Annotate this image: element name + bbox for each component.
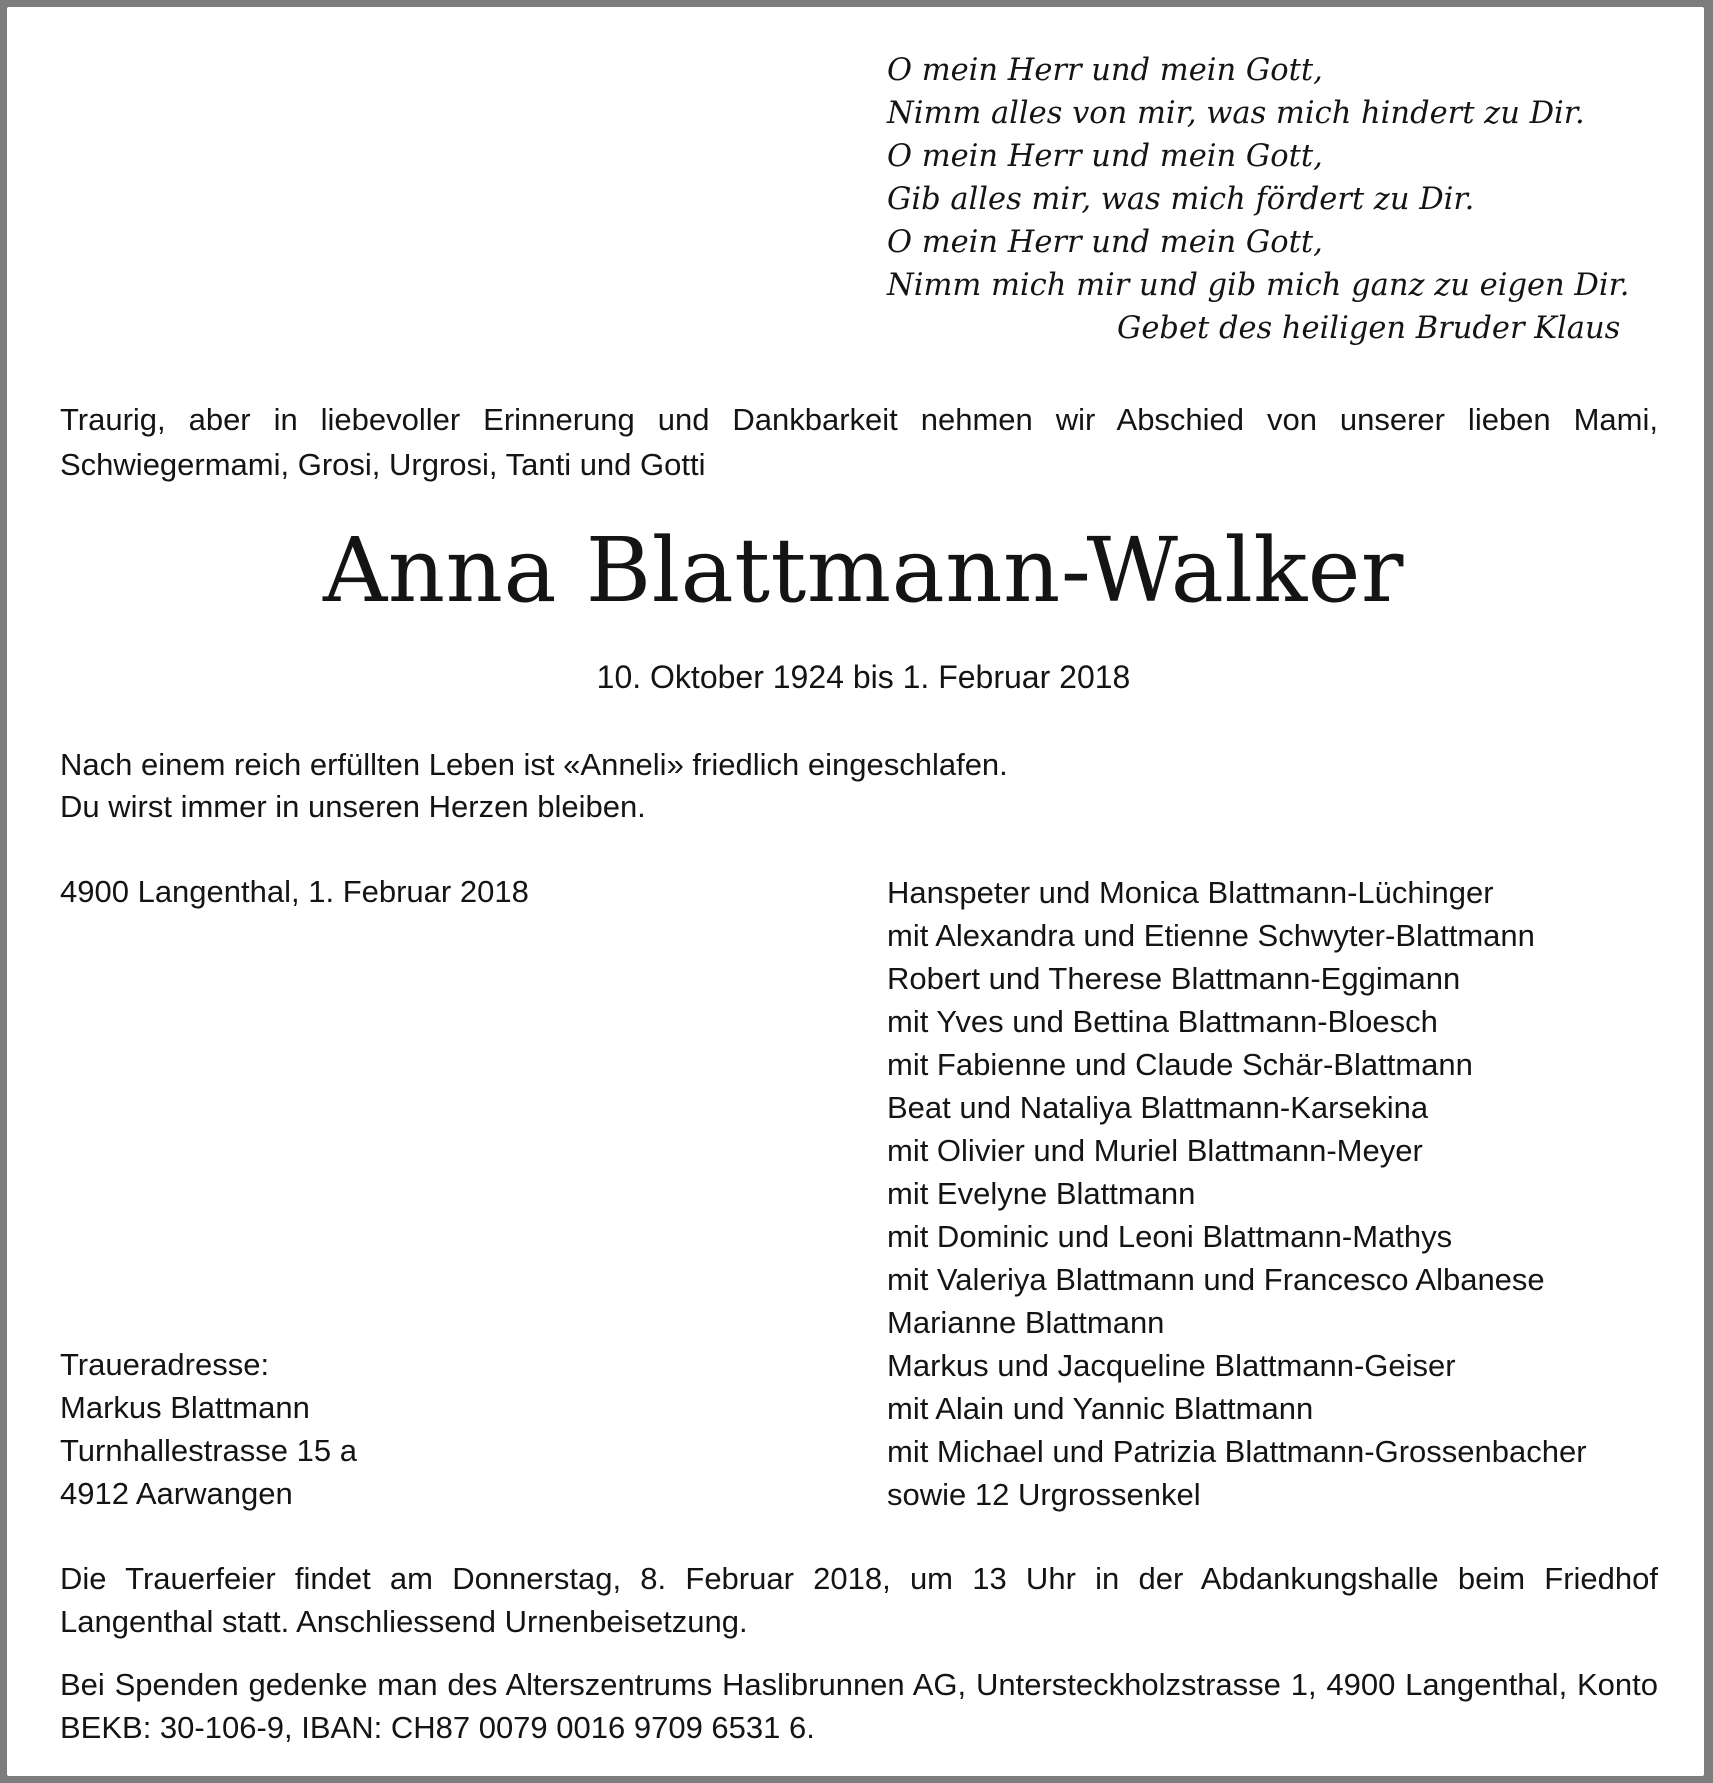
- mourner-entry: mit Dominic und Leoni Blattmann-Mathys: [887, 1219, 1453, 1254]
- epitaph: [60, 744, 1260, 828]
- donation-notice: Bei Spenden gedenke man des Alterszentrums Haslibrunnen AG, Untersteckholzstrasse 1, 4900 Langenthal, Konto BEKB: 30-106-9, IBAN: CH87 0079 0016 9709 6531 6.: [60, 1667, 1658, 1745]
- mourners-list: [887, 871, 1707, 1516]
- prayer-line: Nimm mich mir und gib mich ganz zu eigen Dir.: [887, 268, 1630, 303]
- epitaph-line: Nach einem reich erfüllten Leben ist «Anneli» friedlich eingeschlafen.: [60, 747, 1008, 782]
- address-street: Turnhallestrasse 15 a: [60, 1433, 357, 1468]
- mourner-entry: Robert und Therese Blattmann-Eggimann: [887, 961, 1461, 996]
- prayer-line: O mein Herr und mein Gott,: [887, 53, 1323, 88]
- mourner-entry: mit Valeriya Blattmann und Francesco Albanese: [887, 1262, 1545, 1297]
- prayer-attribution: Gebet des heiligen Bruder Klaus: [1117, 311, 1621, 346]
- deceased-name: Anna Blattmann-Walker: [323, 518, 1404, 622]
- address-city: 4912 Aarwangen: [60, 1476, 293, 1511]
- mourner-entry: Marianne Blattmann: [887, 1305, 1165, 1340]
- mourner-entry: Beat und Nataliya Blattmann-Karsekina: [887, 1090, 1429, 1125]
- mourner-entry: mit Evelyne Blattmann: [887, 1176, 1196, 1211]
- place-and-date: 4900 Langenthal, 1. Februar 2018: [60, 874, 529, 909]
- mourner-entry: mit Olivier und Muriel Blattmann-Meyer: [887, 1133, 1423, 1168]
- mourner-entry: mit Alexandra und Etienne Schwyter-Blattmann: [887, 918, 1535, 953]
- address-label: Traueradresse:: [60, 1347, 270, 1382]
- epitaph-line: Du wirst immer in unseren Herzen bleiben.: [60, 789, 646, 824]
- mourning-address: [60, 1343, 660, 1515]
- mourner-entry: mit Michael und Patrizia Blattmann-Grossenbacher: [887, 1434, 1587, 1469]
- mourner-entry: mit Yves und Bettina Blattmann-Bloesch: [887, 1004, 1438, 1039]
- mourner-entry: Markus und Jacqueline Blattmann-Geiser: [887, 1348, 1456, 1383]
- mourner-entry: mit Fabienne und Claude Schär-Blattmann: [887, 1047, 1473, 1082]
- mourner-entry: Hanspeter und Monica Blattmann-Lüchinger: [887, 875, 1494, 910]
- prayer-line: O mein Herr und mein Gott,: [887, 225, 1323, 260]
- obituary-notice: [7, 7, 1704, 1776]
- prayer-line: Nimm alles von mir, was mich hindert zu Dir.: [887, 96, 1585, 131]
- mourner-entry: mit Alain und Yannic Blattmann: [887, 1391, 1314, 1426]
- life-dates: 10. Oktober 1924 bis 1. Februar 2018: [596, 659, 1131, 695]
- intro-text: Traurig, aber in liebevoller Erinnerung und Dankbarkeit nehmen wir Abschied von unserer lieben Mami, Schwiegermami, Grosi, Urgrosi, Tanti und Gotti: [60, 402, 1658, 482]
- mourner-entry: sowie 12 Urgrossenkel: [887, 1477, 1201, 1512]
- prayer-verse: [887, 49, 1630, 350]
- prayer-line: O mein Herr und mein Gott,: [887, 139, 1323, 174]
- prayer-line: Gib alles mir, was mich fördert zu Dir.: [887, 182, 1475, 217]
- ceremony-notice: Die Trauerfeier findet am Donnerstag, 8. Februar 2018, um 13 Uhr in der Abdankungshalle beim Friedhof Langenthal statt. Anschliessend Urnenbeisetzung.: [60, 1561, 1658, 1639]
- address-name: Markus Blattmann: [60, 1390, 310, 1425]
